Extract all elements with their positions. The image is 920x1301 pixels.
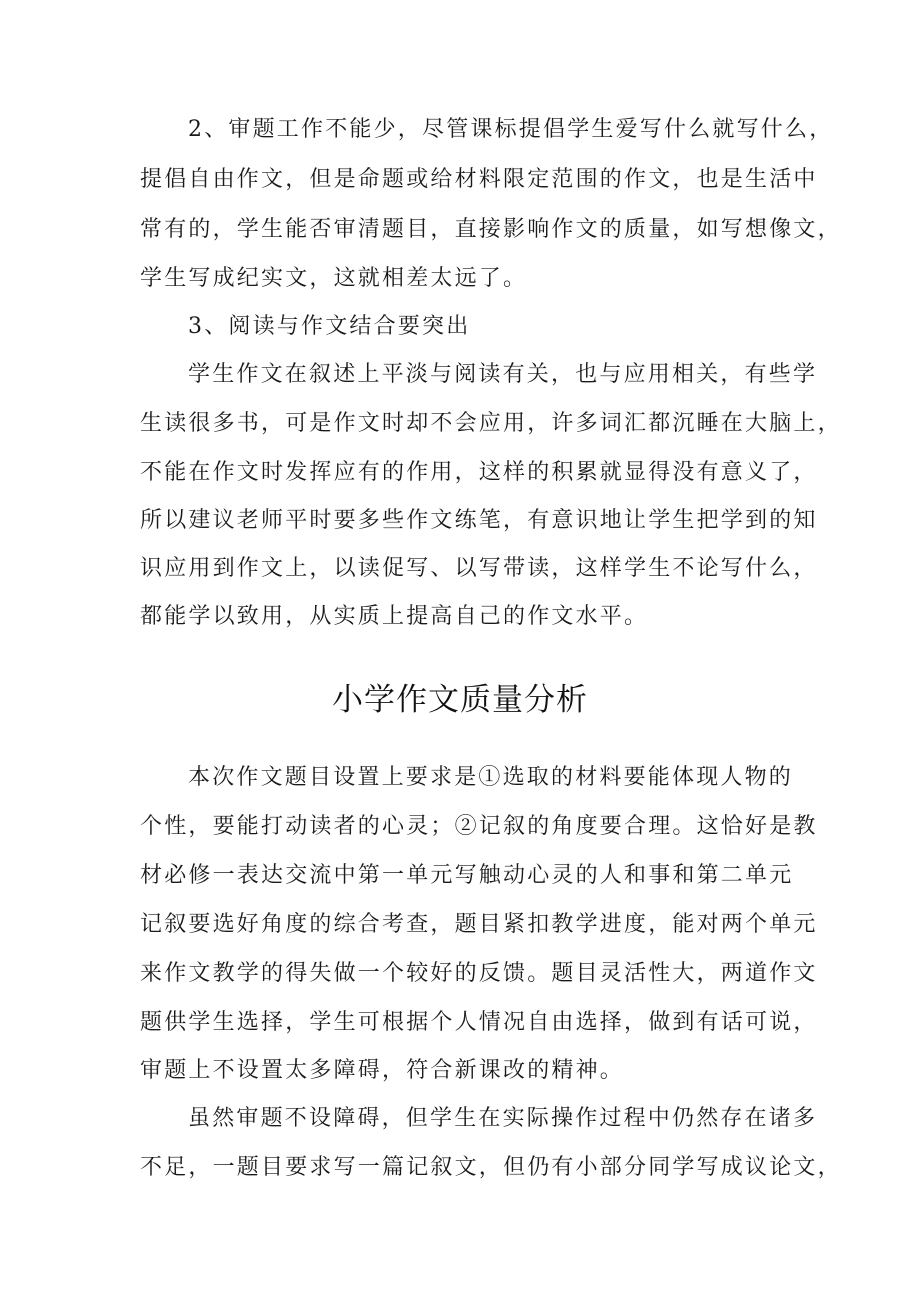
section-heading-3: 3、阅读与作文结合要突出 — [188, 314, 471, 339]
paragraph-line: 识应用到作文上，以读促写、以写带读，这样学生不论写什么， — [140, 556, 818, 581]
paragraph-line: 不足，一题目要求写一篇记叙文，但仍有小部分同学写成议论文， — [140, 1155, 842, 1180]
page-title: 小学作文质量分析 — [332, 682, 588, 718]
paragraph-line: 2、审题工作不能少，尽管课标提倡学生爱写什么就写什么， — [188, 117, 834, 142]
paragraph-line: 学生写成纪实文，这就相差太远了。 — [140, 266, 528, 291]
paragraph-line: 题供学生选择，学生可根据个人情况自由选择，做到有话可说， — [140, 1010, 818, 1035]
paragraph-line: 常有的，学生能否审清题目，直接影响作文的质量，如写想像文， — [140, 217, 842, 242]
paragraph-line: 本次作文题目设置上要求是①选取的材料要能体现人物的 — [188, 765, 794, 790]
paragraph-line: 虽然审题不设障碍，但学生在实际操作过程中仍然存在诸多 — [188, 1106, 818, 1131]
paragraph-line: 来作文教学的得失做一个较好的反馈。题目灵活性大，两道作文 — [140, 961, 818, 986]
paragraph-line: 个性，要能打动读者的心灵；②记叙的角度要合理。这恰好是教 — [140, 814, 818, 839]
paragraph-line: 记叙要选好角度的综合考查，题目紧扣教学进度，能对两个单元 — [140, 912, 818, 937]
paragraph-line: 学生作文在叙述上平淡与阅读有关，也与应用相关，有些学 — [188, 362, 818, 387]
paragraph-line: 审题上不设置太多障碍，符合新课改的精神。 — [140, 1058, 625, 1083]
paragraph-line: 所以建议老师平时要多些作文练笔，有意识地让学生把学到的知 — [140, 508, 818, 533]
paragraph-line: 提倡自由作文，但是命题或给材料限定范围的作文，也是生活中 — [140, 167, 818, 192]
paragraph-line: 不能在作文时发挥应有的作用，这样的积累就显得没有意义了， — [140, 460, 818, 485]
paragraph-line: 生读很多书，可是作文时却不会应用，许多词汇都沉睡在大脑上， — [140, 411, 842, 436]
paragraph-line: 材必修一表达交流中第一单元写触动心灵的人和事和第二单元 — [140, 863, 794, 888]
paragraph-line: 都能学以致用，从实质上提高自己的作文水平。 — [140, 604, 649, 629]
